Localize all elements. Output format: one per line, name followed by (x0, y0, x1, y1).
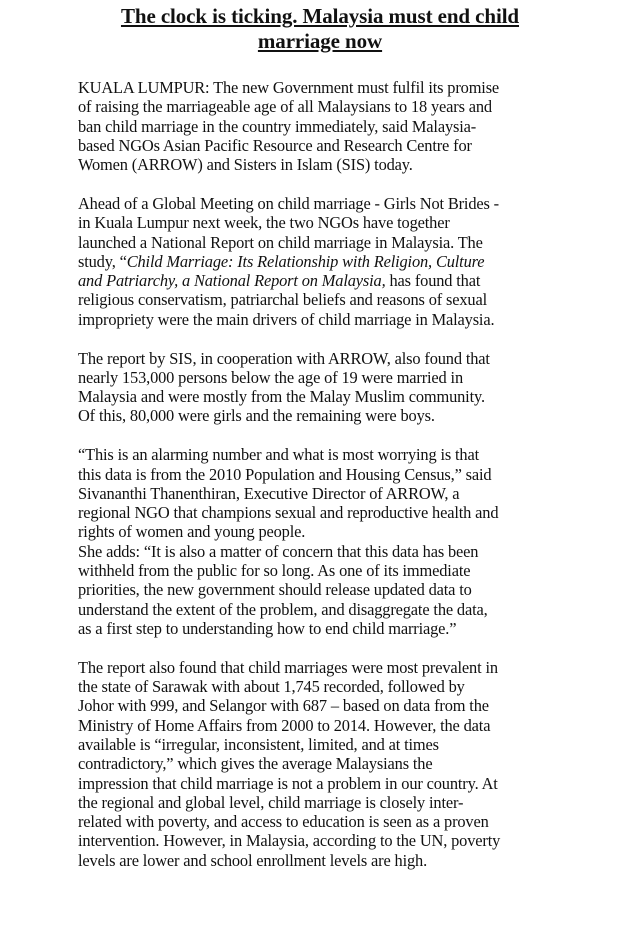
report-title-italic: Child Marriage: Its Relationship with Religion, Culture and Patriarchy, a National Report on Malaysia, (78, 251, 485, 291)
article-title-line-2: marriage now (257, 29, 383, 53)
article-title-line-1: The clock is ticking. Malaysia must end child (120, 4, 520, 28)
paragraph-1: KUALA LUMPUR: The new Government must fulfil its promise of raising the marriageable age of all Malaysians to 18 years and ban child marriage in the country immediately, said Malaysia- based NGOs Asian Pacific Resource and Research Centre for Women (ARROW) and Sisters in Islam (SIS) today. (78, 78, 500, 175)
paragraph-4-quote: “This is an alarming number and what is most worrying is that this data is from the 2010 Population and Housing Census,” said Sivananthi Thanenthiran, Executive Director of ARROW, a regional NGO that champions sexual and reproductive health and rights of women and young people. (78, 445, 499, 542)
paragraph-3: The report by SIS, in cooperation with ARROW, also found that nearly 153,000 persons below the age of 19 were married in Malaysia and were mostly from the Malay Muslim community. Of this, 80,000 were girls and the remaining were boys. (78, 348, 490, 426)
paragraph-4-continued: She adds: “It is also a matter of concern that this data has been withheld from the public for so long. As one of its immediate priorities, the new government should release updated data to understand the extent of the problem, and disaggregate the data, as a first step to understanding how to end child marriage.” (78, 541, 488, 638)
paragraph-5: The report also found that child marriages were most prevalent in the state of Sarawak with about 1,745 recorded, followed by Johor with 999, and Selangor with 687 – based on data from the Ministry of Home Affairs from 2000 to 2014. However, the data available is “irregular, inconsistent, limited, and at times contradictory,” which gives the average Malaysians the impression that child marriage is not a problem in our country. At the regional and global level, child marriage is closely inter- related with poverty, and access to education is seen as a proven intervention. However, in Malaysia, according to the UN, poverty levels are lower and school enrollment levels are high. (78, 657, 501, 870)
article-body (78, 78, 574, 889)
paragraph-2-start: Ahead of a Global Meeting on child marriage - Girls Not Brides - in Kuala Lumpur next week, the two NGOs have together launched a National Report on child marriage in Malaysia. The study, “ (78, 193, 499, 271)
paragraph-2-end: has found that religious conservatism, patriarchal beliefs and reasons of sexual impropriety were the main drivers of child marriage in Malaysia. (78, 271, 495, 329)
paragraph-2 (78, 194, 574, 329)
article-title (60, 4, 580, 54)
